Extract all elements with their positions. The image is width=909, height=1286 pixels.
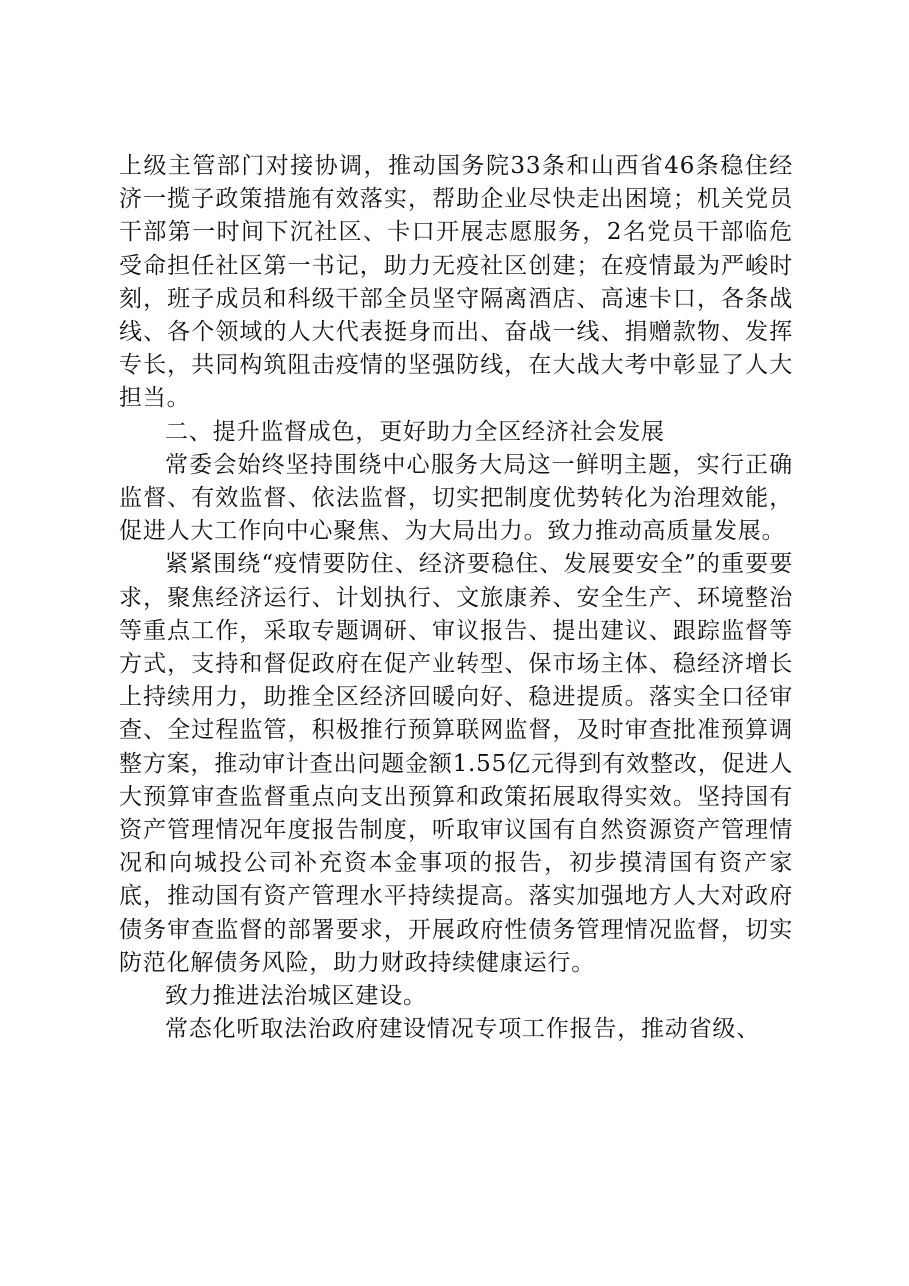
subheading-5: 致力推进法治城区建设。 (165, 983, 427, 1010)
paragraph-3: 常委会始终坚持围绕中心服务大局这一鲜明主题，实行正确监督、有效监督、依法监督，切实把制度优势转化为治理效能，促进人大工作向中心聚焦、为大局出力。致力推动高质量发展。 (119, 451, 793, 545)
document-body (119, 150, 793, 1046)
section-heading-2: 二、提升监督成色，更好助力全区经济社会发展 (165, 418, 665, 445)
paragraph-4: 紧紧围绕“疫情要防住、经济要稳住、发展要安全”的重要要求，聚焦经济运行、计划执行、文旅康养、安全生产、环境整治等重点工作，采取专题调研、审议报告、提出建议、跟踪监督等方式，支持和督促政府在促产业转型、保市场主体、稳经济增长上持续用力，助推全区经济回暖向好、稳进提质。落实全口径审查、全过程监管，积极推行预算联网监督，及时审查批准预算调整方案，推动审计查出问题金额1.55亿元得到有效整改，促进人大预算审查监督重点向支出预算和政策拓展取得实效。坚持国有资产管理情况年度报告制度，听取审议国有自然资源资产管理情况和向城投公司补充资本金事项的报告，初步摸清国有资产家底，推动国有资产管理水平持续提高。落实加强地方人大对政府债务审查监督的部署要求，开展政府性债务管理情况监督，切实防范化解债务风险，助力财政持续健康运行。 (119, 551, 793, 976)
paragraph-6: 常态化听取法治政府建设情况专项工作报告，推动省级、 (165, 1016, 760, 1043)
paragraph-1: 上级主管部门对接协调，推动国务院33条和山西省46条稳住经济一揽子政策措施有效落实，帮助企业尽快走出困境；机关党员干部第一时间下沉社区、卡口开展志愿服务，2名党员干部临危受命担任社区第一书记，助力无疫社区创建；在疫情最为严峻时刻，班子成员和科级干部全员坚守隔离酒店、高速卡口，各条战线、各个领域的人大代表挺身而出、奋战一线、捐赠款物、发挥专长，共同构筑阻击疫情的坚强防线，在大战大考中彰显了人大担当。 (119, 153, 793, 412)
